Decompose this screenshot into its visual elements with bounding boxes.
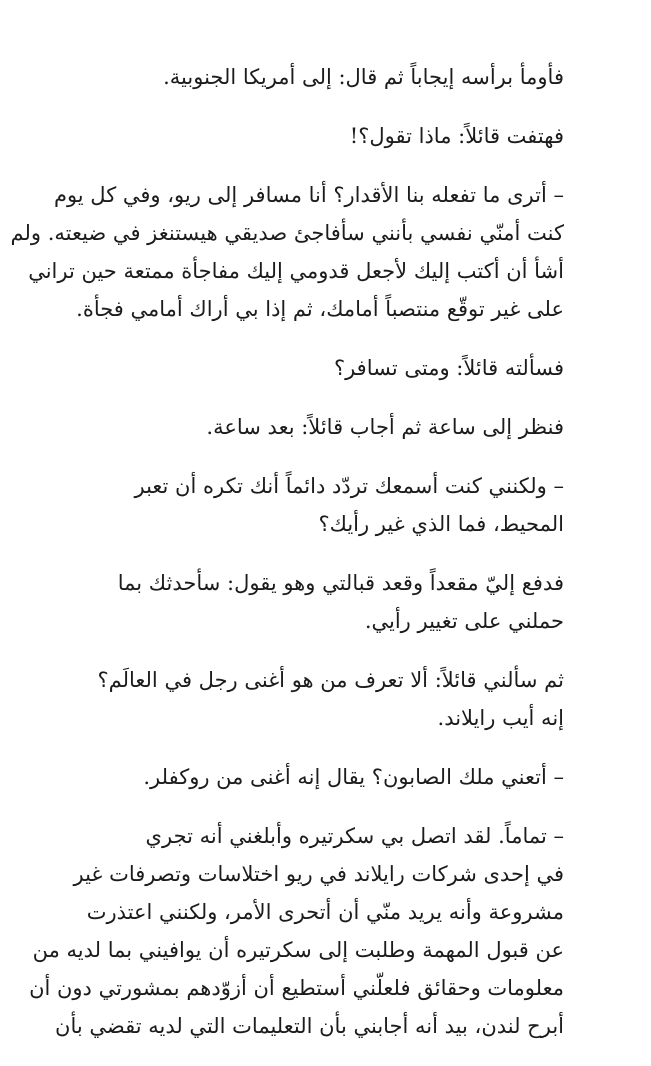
- text-line: – ولكنني كنت أسمعك تردّد دائماً أنك تكره أن تعبر: [134, 474, 564, 498]
- text-line: – أتعني ملك الصابون؟ يقال إنه أغنى من روكفلر.: [143, 765, 564, 789]
- paragraph: [70, 467, 590, 543]
- text-line: أبرح لندن، بيد أنه أجابني بأن التعليمات التي لديه تقضي بأن: [55, 1014, 564, 1038]
- book-page: [10, 58, 590, 1066]
- text-line: فأومأ برأسه إيجاباً ثم قال: إلى أمريكا الجنوبية.: [163, 65, 564, 89]
- text-line: إنه أيب رايلاند.: [437, 706, 564, 730]
- text-line: معلومات وحقائق فلعلّني أستطيع أن أزوّدهم بمشورتي دون أن: [29, 976, 564, 1000]
- paragraph: [70, 564, 590, 640]
- text-line: – تماماً. لقد اتصل بي سكرتيره وأبلغني أنه تجري: [145, 824, 564, 848]
- paragraph: [70, 661, 590, 737]
- text-line: ثم سألني قائلاً: ألا تعرف من هو أغنى رجل في العالَم؟: [97, 668, 564, 692]
- text-line: أشأ أن أكتب إليك لأجعل قدومي إليك مفاجأة ممتعة حين تراني: [28, 259, 564, 283]
- text-line: عن قبول المهمة وطلبت إلى سكرتيره أن يوافيني بما لديه من: [32, 938, 564, 962]
- text-line: كنت أمنّي نفسي بأنني سأفاجئ صديقي هيستنغز في ضيعته. ولم: [10, 221, 564, 245]
- text-line: فهتفت قائلاً: ماذا تقول؟!: [349, 124, 564, 148]
- paragraph: [10, 176, 590, 328]
- paragraph: [70, 758, 590, 796]
- text-line: فدفع إليّ مقعداً وقعد قبالتي وهو يقول: سأحدثك بما: [117, 571, 564, 595]
- paragraph: [70, 58, 590, 96]
- text-line: حملني على تغيير رأيي.: [364, 609, 564, 633]
- text-line: المحيط، فما الذي غير رأيك؟: [318, 512, 564, 536]
- paragraph: [29, 817, 590, 1045]
- text-line: على غير توقّع منتصباً أمامك، ثم إذا بي أراك أمامي فجأة.: [76, 297, 564, 321]
- text-line: فسألته قائلاً: ومتى تسافر؟: [333, 356, 564, 380]
- text-line: فنظر إلى ساعة ثم أجاب قائلاً: بعد ساعة.: [206, 415, 564, 439]
- paragraph: [70, 408, 590, 446]
- text-line: – أترى ما تفعله بنا الأقدار؟ أنا مسافر إلى ريو، وفي كل يوم: [53, 183, 564, 207]
- paragraph: [70, 349, 590, 387]
- text-line: في إحدى شركات رايلاند في ريو اختلاسات وتصرفات غير: [73, 862, 564, 886]
- paragraph: [70, 117, 590, 155]
- text-line: مشروعة وأنه يريد منّي أن أتحرى الأمر، ولكنني اعتذرت: [86, 900, 564, 924]
